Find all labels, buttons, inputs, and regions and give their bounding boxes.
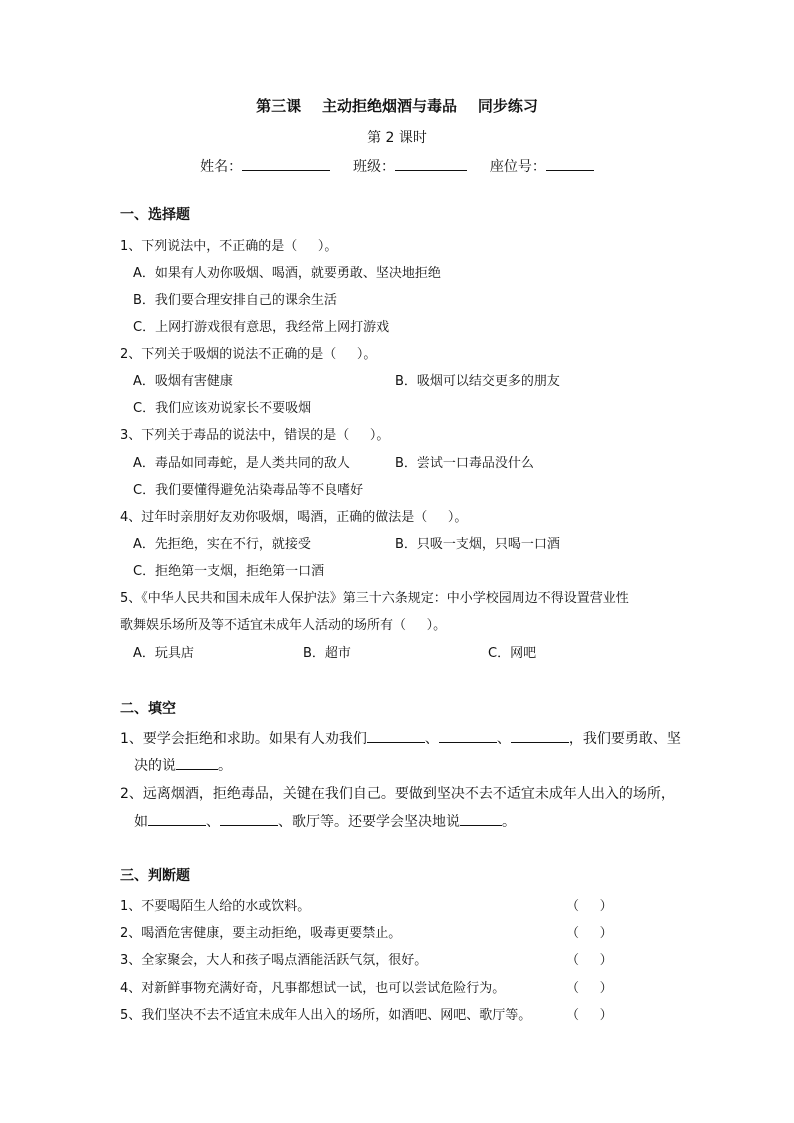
option-b: B．尝试一口毒品没什么 xyxy=(395,456,534,471)
class-label: 班级： xyxy=(353,159,395,175)
judge-item: 2、喝酒危害健康，要主动拒绝，吸毒更要禁止。 xyxy=(120,926,402,941)
question-stem: 2、下列关于吸烟的说法不正确的是（ ）。 xyxy=(120,347,377,362)
section-heading-fill: 二、填空 xyxy=(120,701,176,717)
judge-item: 4、对新鲜事物充满好奇，凡事都想试一试，也可以尝试危险行为。 xyxy=(120,981,506,996)
question-stem: 1、下列说法中，不正确的是（ ）。 xyxy=(120,239,338,254)
judge-item: 3、全家聚会，大人和孩子喝点酒能活跃气氛，很好。 xyxy=(120,953,428,968)
fill-blank[interactable] xyxy=(148,812,206,826)
option-b: B．我们要合理安排自己的课余生活 xyxy=(133,293,337,308)
option-b: B．超市 xyxy=(303,646,351,661)
fill-question-1-continued: 决的说 。 xyxy=(134,758,232,774)
name-label: 姓名： xyxy=(200,159,243,175)
judge-item: 5、我们坚决不去不适宜未成年人出入的场所，如酒吧、网吧、歌厅等。 xyxy=(120,1008,532,1023)
section-heading-judge: 三、判断题 xyxy=(120,868,190,884)
option-a: A．玩具店 xyxy=(133,646,194,661)
name-blank[interactable] xyxy=(242,156,330,171)
fill-blank[interactable] xyxy=(460,812,502,826)
fill-blank[interactable] xyxy=(220,812,278,826)
option-a: A．先拒绝，实在不行，就接受 xyxy=(133,537,311,552)
fill-blank[interactable] xyxy=(176,756,218,770)
question-stem: 3、下列关于毒品的说法中，错误的是（ ）。 xyxy=(120,428,390,443)
answer-paren[interactable]: （ ） xyxy=(566,953,613,968)
lesson-subtitle: 第 2 课时 xyxy=(367,130,427,146)
fill-blank[interactable] xyxy=(511,729,569,743)
seat-blank[interactable] xyxy=(546,156,594,171)
fill-question-2: 2、远离烟酒，拒绝毒品，关键在我们自己。要做到坚决不去不适宜未成年人出入的场所， xyxy=(120,786,675,802)
fill-blank[interactable] xyxy=(439,729,497,743)
option-c: C．上网打游戏很有意思，我经常上网打游戏 xyxy=(133,320,390,335)
class-blank[interactable] xyxy=(395,156,467,171)
option-b: B．吸烟可以结交更多的朋友 xyxy=(395,374,560,389)
judge-item: 1、不要喝陌生人给的水或饮料。 xyxy=(120,899,311,914)
question-stem-continued: 歌舞娱乐场所及等不适宜未成年人活动的场所有（ ）。 xyxy=(120,618,447,633)
option-a: A．毒品如同毒蛇，是人类共同的敌人 xyxy=(133,456,350,471)
fill-question-2-continued: 如 、 、歌厅等。还要学会坚决地说 。 xyxy=(134,814,516,830)
seat-label: 座位号： xyxy=(489,159,546,175)
option-c: C．我们应该劝说家长不要吸烟 xyxy=(133,401,312,416)
fill-blank[interactable] xyxy=(367,729,425,743)
question-stem: 4、过年时亲朋好友劝你吸烟，喝酒，正确的做法是（ ）。 xyxy=(120,510,468,525)
page-title: 第三课 主动拒绝烟酒与毒品 同步练习 xyxy=(256,97,538,115)
answer-paren[interactable]: （ ） xyxy=(566,1008,613,1023)
option-b: B．只吸一支烟，只喝一口酒 xyxy=(395,537,560,552)
option-a: A．如果有人劝你吸烟、喝酒，就要勇敢、坚决地拒绝 xyxy=(133,266,441,281)
question-stem: 5、《中华人民共和国未成年人保护法》第三十六条规定：中小学校园周边不得设置营业性 xyxy=(120,591,629,606)
answer-paren[interactable]: （ ） xyxy=(566,981,613,996)
fill-question-1: 1、要学会拒绝和求助。如果有人劝我们 、 、 ，我们要勇敢、坚 xyxy=(120,731,681,747)
option-c: C．我们要懂得避免沾染毒品等不良嗜好 xyxy=(133,483,364,498)
option-a: A．吸烟有害健康 xyxy=(133,374,233,389)
student-info-row xyxy=(0,156,794,176)
section-heading-choice: 一、选择题 xyxy=(120,207,190,223)
option-c: C．拒绝第一支烟，拒绝第一口酒 xyxy=(133,564,325,579)
answer-paren[interactable]: （ ） xyxy=(566,926,613,941)
answer-paren[interactable]: （ ） xyxy=(566,899,613,914)
option-c: C．网吧 xyxy=(488,646,537,661)
